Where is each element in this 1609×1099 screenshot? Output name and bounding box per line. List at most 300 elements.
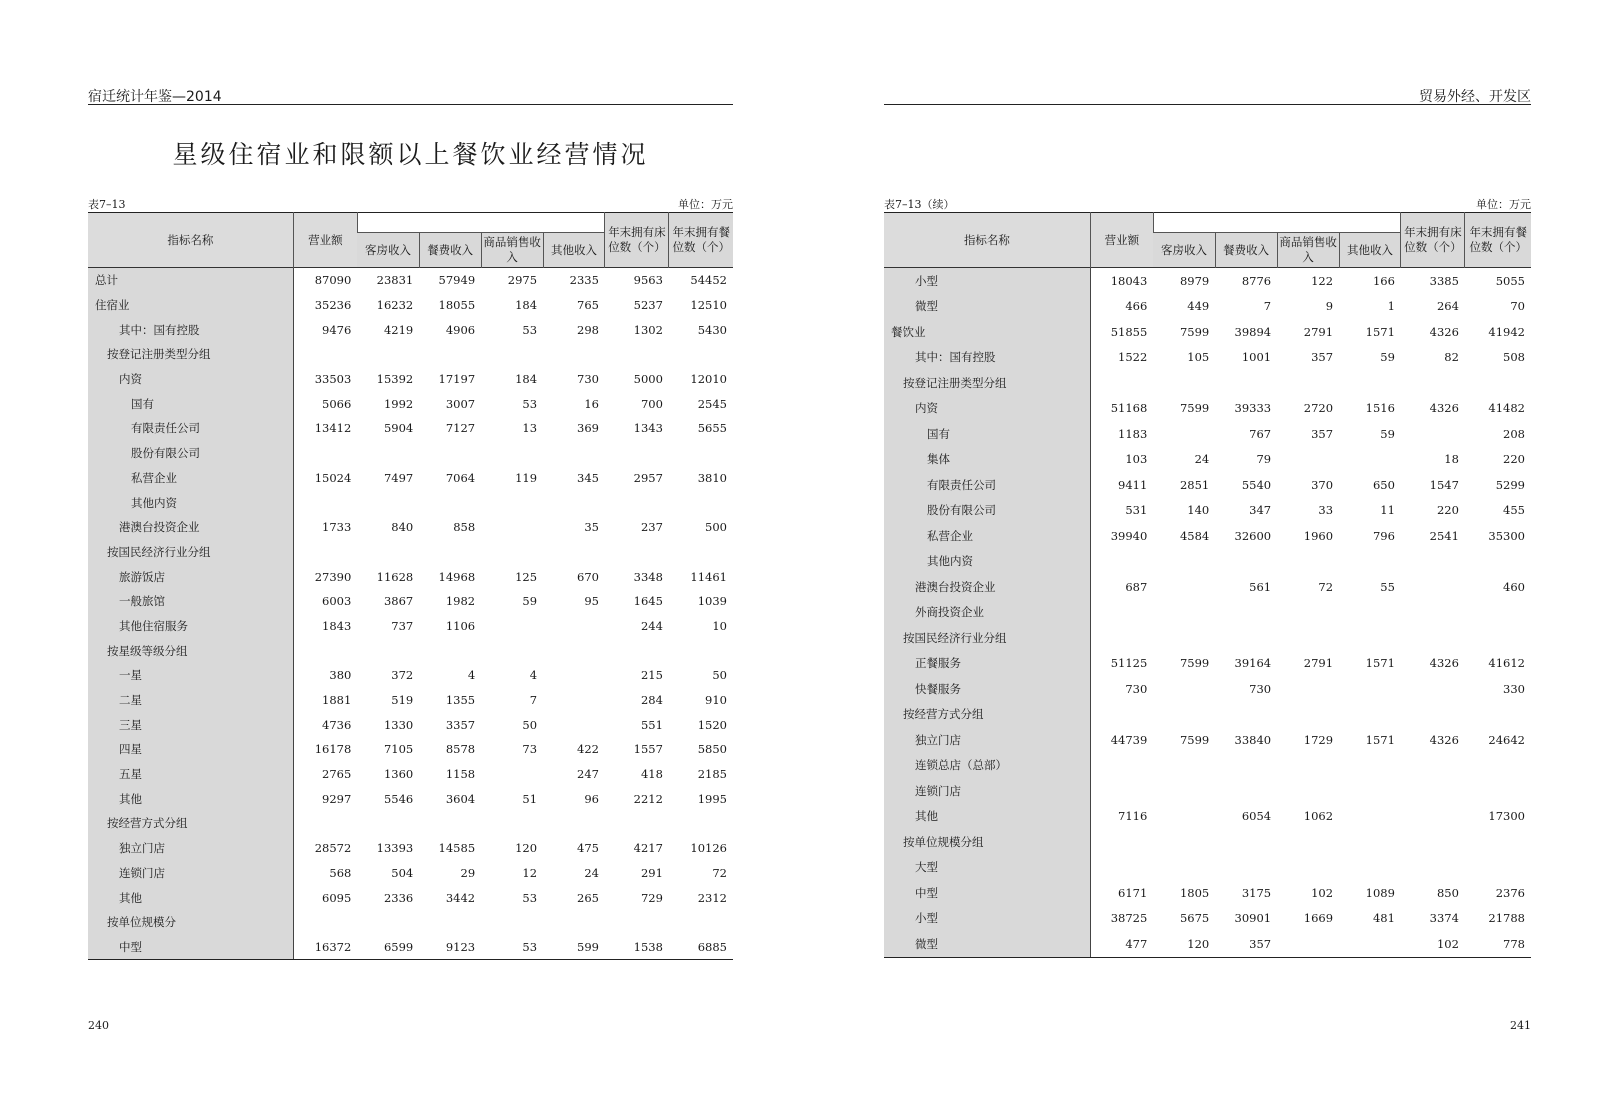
row-label: 一星	[88, 663, 293, 688]
value-cell: 220	[1503, 452, 1525, 467]
table-row	[88, 786, 733, 811]
header-meal: 餐费收入	[1215, 233, 1277, 268]
value-cell	[1339, 804, 1401, 830]
table-row	[88, 688, 733, 713]
table-row	[88, 836, 733, 861]
value-cell: 1960	[1303, 528, 1334, 543]
value-cell: 27390	[314, 569, 352, 584]
value-cell: 1158	[445, 767, 476, 782]
unit-label: 单位：万元	[678, 198, 733, 211]
row-label: 内资	[88, 367, 293, 392]
value-cell: 103	[1125, 452, 1148, 467]
value-cell: 13412	[314, 421, 352, 436]
value-cell: 24	[584, 865, 599, 880]
value-cell: 1360	[383, 767, 414, 782]
value-cell: 1995	[697, 791, 727, 806]
table-body	[88, 268, 733, 960]
value-cell: 298	[577, 322, 599, 337]
table-meta	[88, 196, 733, 211]
value-cell: 11	[1380, 503, 1395, 518]
value-cell: 4219	[383, 322, 414, 337]
value-cell: 370	[1311, 477, 1334, 492]
value-cell: 3357	[445, 717, 476, 732]
value-cell: 2336	[383, 890, 414, 905]
value-cell: 357	[1215, 931, 1277, 957]
value-cell: 2957	[633, 470, 663, 485]
value-cell	[481, 540, 543, 565]
row-label: 五星	[88, 762, 293, 787]
value-cell: 4326	[1429, 324, 1459, 339]
value-cell: 122	[1311, 273, 1334, 288]
value-cell: 1982	[445, 594, 476, 609]
value-cell: 5904	[383, 421, 414, 436]
value-cell: 53	[522, 396, 538, 411]
value-cell: 3604	[445, 791, 476, 806]
value-cell: 7127	[445, 421, 476, 436]
value-cell	[605, 811, 669, 836]
table-row	[884, 472, 1531, 498]
value-cell: 265	[577, 890, 599, 905]
value-cell: 840	[391, 520, 414, 535]
table-row	[884, 906, 1531, 932]
value-cell	[1465, 778, 1531, 804]
value-cell: 9476	[322, 322, 352, 337]
value-cell: 237	[640, 520, 663, 535]
value-cell	[1465, 829, 1531, 855]
value-cell: 729	[640, 890, 663, 905]
value-cell: 102	[1401, 931, 1465, 957]
header-group-blank	[357, 213, 605, 233]
value-cell: 24	[1194, 452, 1210, 467]
value-cell	[1339, 931, 1401, 957]
value-cell: 475	[577, 841, 599, 856]
row-label: 按经营方式分组	[88, 811, 293, 836]
row-label: 小型	[884, 906, 1090, 932]
value-cell: 7064	[445, 470, 476, 485]
value-cell: 1001	[1241, 350, 1272, 365]
table-row	[88, 268, 733, 293]
value-cell	[543, 614, 605, 639]
value-cell: 24642	[1488, 732, 1525, 747]
value-cell	[1215, 625, 1277, 651]
value-cell	[419, 638, 481, 663]
value-cell: 2765	[322, 767, 352, 782]
value-cell	[1215, 370, 1277, 396]
value-cell	[293, 490, 357, 515]
value-cell: 1343	[633, 421, 663, 436]
row-label: 独立门店	[88, 836, 293, 861]
value-cell: 7599	[1179, 401, 1210, 416]
row-label: 三星	[88, 712, 293, 737]
header-revenue: 营业额	[1090, 213, 1153, 268]
table-row	[88, 564, 733, 589]
value-cell: 41612	[1488, 656, 1525, 671]
right-page	[884, 0, 1531, 1099]
value-cell	[1339, 676, 1401, 702]
table-row	[88, 712, 733, 737]
row-label: 港澳台投资企业	[88, 515, 293, 540]
value-cell	[1401, 421, 1465, 447]
value-cell: 18055	[438, 298, 476, 313]
table-row	[88, 885, 733, 910]
row-label: 按国民经济行业分组	[88, 540, 293, 565]
header-room: 客房收入	[1153, 233, 1215, 268]
value-cell: 1355	[445, 693, 476, 708]
value-cell	[669, 540, 733, 565]
value-cell: 12010	[690, 372, 727, 387]
value-cell	[1339, 702, 1401, 728]
value-cell: 79	[1256, 452, 1272, 467]
value-cell	[669, 490, 733, 515]
value-cell: 455	[1503, 503, 1525, 518]
value-cell	[1277, 753, 1339, 779]
value-cell	[1339, 778, 1401, 804]
value-cell: 796	[1372, 528, 1395, 543]
table-body	[884, 268, 1531, 958]
value-cell: 1516	[1365, 401, 1395, 416]
table-meta	[884, 196, 1531, 211]
value-cell	[1465, 600, 1531, 626]
value-cell	[357, 540, 419, 565]
table-row	[88, 861, 733, 886]
value-cell: 18	[1444, 452, 1459, 467]
table-row	[88, 490, 733, 515]
value-cell: 96	[584, 791, 599, 806]
value-cell: 12	[522, 865, 538, 880]
value-cell	[1339, 855, 1401, 881]
value-cell: 5540	[1241, 477, 1272, 492]
table-row	[884, 727, 1531, 753]
value-cell: 730	[577, 372, 599, 387]
value-cell: 508	[1503, 350, 1525, 365]
value-cell: 1522	[1118, 350, 1148, 365]
value-cell: 700	[640, 396, 663, 411]
value-cell: 13393	[376, 841, 414, 856]
value-cell	[1153, 625, 1215, 651]
value-cell: 220	[1436, 503, 1459, 518]
value-cell: 53	[522, 890, 538, 905]
table-row	[884, 829, 1531, 855]
value-cell: 29	[460, 865, 476, 880]
value-cell: 33840	[1234, 732, 1272, 747]
row-label: 餐饮业	[884, 319, 1090, 345]
value-cell: 2312	[697, 890, 727, 905]
table-row	[88, 935, 733, 960]
value-cell: 51125	[1110, 656, 1148, 671]
value-cell: 568	[329, 865, 352, 880]
value-cell: 5655	[697, 421, 727, 436]
table-row	[884, 625, 1531, 651]
value-cell: 500	[705, 520, 727, 535]
value-cell	[357, 910, 419, 935]
value-cell: 23831	[376, 273, 414, 288]
value-cell: 7105	[383, 742, 414, 757]
header-goods: 商品销售收入	[481, 233, 543, 268]
table-row	[884, 421, 1531, 447]
table-row	[884, 396, 1531, 422]
value-cell: 1881	[322, 693, 352, 708]
table-number: 表7–13	[88, 198, 126, 211]
value-cell	[1401, 600, 1465, 626]
value-cell: 910	[705, 693, 727, 708]
value-cell: 1571	[1365, 324, 1395, 339]
value-cell: 730	[1249, 681, 1272, 696]
value-cell: 850	[1436, 885, 1459, 900]
value-cell: 477	[1090, 931, 1153, 957]
value-cell: 120	[1153, 931, 1215, 957]
row-label: 大型	[884, 855, 1090, 881]
value-cell: 9411	[1118, 477, 1148, 492]
value-cell: 264	[1436, 299, 1459, 314]
value-cell: 2335	[569, 273, 599, 288]
value-cell: 35236	[314, 298, 352, 313]
value-cell: 15392	[376, 372, 414, 387]
value-cell: 504	[391, 865, 414, 880]
value-cell	[1401, 370, 1465, 396]
value-cell: 4584	[1179, 528, 1210, 543]
value-cell: 4326	[1429, 656, 1459, 671]
value-cell: 16232	[376, 298, 414, 313]
value-cell	[1153, 421, 1215, 447]
value-cell: 38725	[1110, 911, 1148, 926]
page-number: 241	[1510, 1019, 1531, 1032]
value-cell	[669, 441, 733, 466]
value-cell: 3007	[445, 396, 476, 411]
value-cell	[481, 342, 543, 367]
value-cell	[1401, 625, 1465, 651]
value-cell: 345	[577, 470, 599, 485]
value-cell	[1465, 753, 1531, 779]
value-cell	[1153, 753, 1215, 779]
value-cell: 70	[1510, 299, 1525, 314]
value-cell: 41482	[1488, 401, 1525, 416]
row-label: 按登记注册类型分组	[884, 370, 1090, 396]
row-label: 股份有限公司	[884, 498, 1090, 524]
value-cell: 16372	[293, 935, 357, 960]
value-cell: 422	[577, 742, 599, 757]
value-cell: 125	[515, 569, 538, 584]
value-cell: 3867	[383, 594, 414, 609]
value-cell: 3442	[445, 890, 476, 905]
value-cell	[669, 910, 733, 935]
value-cell: 551	[640, 717, 663, 732]
value-cell	[605, 490, 669, 515]
header-rule	[884, 104, 1531, 105]
value-cell: 330	[1503, 681, 1525, 696]
value-cell: 8578	[445, 742, 476, 757]
value-cell	[543, 342, 605, 367]
value-cell	[543, 712, 605, 737]
value-cell: 18043	[1110, 273, 1148, 288]
value-cell: 28572	[314, 841, 352, 856]
value-cell: 87090	[314, 273, 352, 288]
table-row	[88, 317, 733, 342]
value-cell	[1401, 829, 1465, 855]
value-cell: 778	[1465, 931, 1531, 957]
value-cell	[1339, 447, 1401, 473]
header-seats: 年末拥有餐位数（个）	[669, 213, 733, 268]
header-group-blank	[1153, 213, 1401, 233]
value-cell	[1277, 931, 1339, 957]
row-label: 按单位规模分组	[884, 829, 1090, 855]
value-cell: 357	[1311, 350, 1334, 365]
row-label: 二星	[88, 688, 293, 713]
table-row	[884, 931, 1531, 957]
row-label: 连锁门店	[88, 861, 293, 886]
value-cell: 357	[1311, 426, 1334, 441]
value-cell: 531	[1125, 503, 1148, 518]
value-cell	[481, 910, 543, 935]
value-cell: 95	[584, 594, 599, 609]
header-other: 其他收入	[1339, 233, 1401, 268]
row-label: 中型	[884, 880, 1090, 906]
value-cell	[419, 342, 481, 367]
row-label: 其他	[88, 885, 293, 910]
row-label: 住宿业	[88, 293, 293, 318]
value-cell	[605, 441, 669, 466]
value-cell: 372	[391, 668, 414, 683]
value-cell	[1465, 370, 1531, 396]
value-cell	[543, 638, 605, 663]
value-cell	[481, 441, 543, 466]
table-row	[88, 910, 733, 935]
row-label: 总计	[88, 268, 293, 293]
value-cell	[605, 638, 669, 663]
table-row	[88, 540, 733, 565]
row-label: 内资	[884, 396, 1090, 422]
value-cell: 1645	[633, 594, 663, 609]
value-cell: 17197	[438, 372, 476, 387]
row-label: 按国民经济行业分组	[884, 625, 1090, 651]
value-cell: 5430	[697, 322, 727, 337]
value-cell: 208	[1503, 426, 1525, 441]
table-row	[884, 855, 1531, 881]
value-cell	[1215, 855, 1277, 881]
value-cell	[1401, 574, 1465, 600]
value-cell	[1090, 600, 1153, 626]
value-cell	[543, 441, 605, 466]
value-cell	[481, 811, 543, 836]
table-row	[88, 663, 733, 688]
value-cell: 59	[1380, 426, 1395, 441]
value-cell: 102	[1311, 885, 1334, 900]
value-cell: 519	[391, 693, 414, 708]
value-cell: 5237	[633, 298, 663, 313]
value-cell: 347	[1249, 503, 1272, 518]
table-row	[884, 319, 1531, 345]
table-row	[884, 804, 1531, 830]
value-cell: 1302	[633, 322, 663, 337]
row-label: 其中：国有控股	[88, 317, 293, 342]
value-cell: 2376	[1495, 885, 1525, 900]
value-cell: 44739	[1110, 732, 1148, 747]
value-cell: 59	[522, 594, 538, 609]
value-cell: 1039	[697, 594, 727, 609]
table-row	[88, 367, 733, 392]
value-cell: 6171	[1118, 885, 1148, 900]
table-row	[884, 345, 1531, 371]
value-cell: 5546	[383, 791, 414, 806]
value-cell: 561	[1249, 579, 1272, 594]
value-cell	[1215, 549, 1277, 575]
value-cell	[605, 540, 669, 565]
value-cell	[605, 342, 669, 367]
value-cell: 166	[1372, 273, 1395, 288]
value-cell: 4736	[322, 717, 352, 732]
value-cell: 72	[712, 865, 727, 880]
value-cell: 3348	[633, 569, 663, 584]
value-cell	[1153, 778, 1215, 804]
value-cell: 8979	[1179, 273, 1210, 288]
value-cell	[605, 910, 669, 935]
value-cell: 3175	[1241, 885, 1272, 900]
value-cell: 5055	[1495, 273, 1525, 288]
value-cell: 54452	[690, 273, 727, 288]
row-label: 其他	[88, 786, 293, 811]
value-cell: 9123	[419, 935, 481, 960]
header-seats: 年末拥有餐位数（个）	[1465, 213, 1531, 268]
value-cell	[1465, 549, 1531, 575]
row-label: 私营企业	[88, 466, 293, 491]
running-head: 贸易外经、开发区	[1419, 89, 1531, 105]
value-cell: 10126	[690, 841, 727, 856]
value-cell: 449	[1187, 299, 1210, 314]
value-cell: 1062	[1303, 809, 1334, 824]
value-cell	[1277, 702, 1339, 728]
value-cell: 481	[1372, 911, 1395, 926]
value-cell: 2212	[633, 791, 663, 806]
value-cell: 1538	[605, 935, 669, 960]
value-cell: 215	[640, 668, 663, 683]
row-label: 快餐服务	[884, 676, 1090, 702]
value-cell: 51855	[1110, 324, 1148, 339]
value-cell: 291	[640, 865, 663, 880]
value-cell: 1571	[1365, 732, 1395, 747]
row-label: 其他内资	[884, 549, 1090, 575]
value-cell	[293, 910, 357, 935]
value-cell: 2720	[1303, 401, 1334, 416]
header-name: 指标名称	[88, 213, 293, 268]
table-row	[88, 515, 733, 540]
table-row	[884, 702, 1531, 728]
value-cell: 17300	[1488, 809, 1525, 824]
value-cell	[419, 441, 481, 466]
value-cell: 57949	[438, 273, 476, 288]
value-cell: 6003	[322, 594, 352, 609]
value-cell	[1277, 855, 1339, 881]
value-cell: 765	[577, 298, 599, 313]
value-cell	[1153, 855, 1215, 881]
header-name: 指标名称	[884, 213, 1090, 268]
value-cell	[543, 490, 605, 515]
value-cell	[357, 811, 419, 836]
table-row	[884, 600, 1531, 626]
row-label: 其他住宿服务	[88, 614, 293, 639]
value-cell	[1401, 753, 1465, 779]
value-cell: 380	[329, 668, 352, 683]
value-cell: 2791	[1303, 324, 1334, 339]
value-cell: 1557	[633, 742, 663, 757]
value-cell	[357, 490, 419, 515]
value-cell: 9563	[633, 273, 663, 288]
row-label: 按经营方式分组	[884, 702, 1090, 728]
table-row	[884, 498, 1531, 524]
value-cell: 1547	[1429, 477, 1459, 492]
value-cell: 140	[1187, 503, 1210, 518]
value-cell: 9297	[322, 791, 352, 806]
unit-label: 单位：万元	[1476, 198, 1531, 211]
row-label: 一般旅馆	[88, 589, 293, 614]
